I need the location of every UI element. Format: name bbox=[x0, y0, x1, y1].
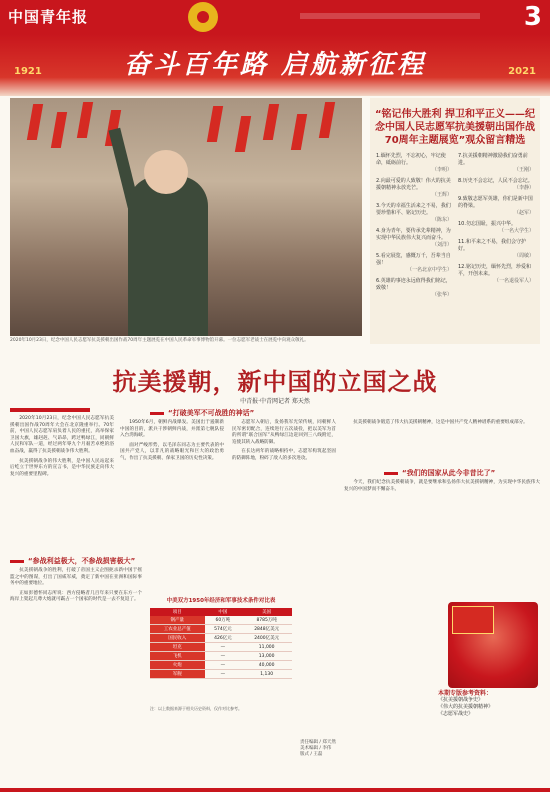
list-item: 《抗美援朝战争史》 bbox=[438, 697, 484, 703]
list-item: 4.身为青年，要传承先辈精神，为实现中华民族伟大复兴而奋斗。 （刘洋） bbox=[376, 228, 452, 248]
table-header: 美国 bbox=[241, 608, 292, 616]
comments-list bbox=[376, 153, 534, 299]
veteran-figure bbox=[128, 176, 208, 336]
article-column-2: 1950年6月，朝鲜内战爆发。美国出于遏制新中国的目的，派兵干涉朝鲜内战，并派第七舰队侵入台湾海峡。 面对严峻形势，以毛泽东同志为主要代表的中国共产党人，以非凡的战略眼光和巨大的政治勇气，作出了抗美援朝、保家卫国的历史性决策。 bbox=[120, 420, 224, 461]
footer-rule bbox=[0, 788, 550, 792]
table-row: 工农业总产值 574亿元 2848亿美元 bbox=[150, 625, 292, 634]
references-box bbox=[438, 690, 540, 718]
year-right: 2021 bbox=[508, 66, 536, 77]
references-heading: 本期专版参考资料： bbox=[438, 690, 493, 697]
table-row: 军舰 — 1,130 bbox=[150, 670, 292, 679]
year-left: 1921 bbox=[14, 66, 42, 77]
list-item: 10.勿忘国耻，振兴中华。 （一名大学生） bbox=[458, 221, 534, 234]
list-item: 6.英雄的事迹永远值得我们铭记，致敬！ （张华） bbox=[376, 278, 452, 298]
table-row: 钢产量 60万吨 8785万吨 bbox=[150, 616, 292, 625]
list-item: 《志愿军战史》 bbox=[438, 711, 474, 717]
table-header: 项目 bbox=[150, 608, 205, 616]
credit-line: 责任编辑 / 郑天然 bbox=[300, 740, 336, 745]
paper-name: 中国青年报 bbox=[8, 8, 89, 26]
list-item: 12.铭记历史，缅怀先烈，珍爱和平，开创未来。 （一名退役军人） bbox=[458, 264, 534, 284]
masthead bbox=[0, 0, 550, 34]
table-title: 中美双方1950年经济和军事技术条件对比表 bbox=[166, 598, 276, 604]
list-item: 7.抗美援朝精神激励我们奋勇前进。 （王刚） bbox=[458, 153, 534, 173]
article-column-1: 2020年10月23日，纪念中国人民志愿军抗美援朝出国作战70周年大会在北京隆重举行。70年前，中国人民志愿军肩负着人民的重托，高举保家卫国大旗，雄赳赳、气昂昂，跨过鸭绿江，同朝鲜人民和军队一道，经过两年零九个月艰苦卓绝的浴血奋战，赢得了抗美援朝战争伟大胜利。 抗美援朝战争的伟大胜利，是中国人民站起来后屹立于世界东方的宣言书，是中华民族走向伟大复兴的重要里程碑。 bbox=[10, 416, 114, 477]
article-byline: 中青报·中青网记者 郑天然 bbox=[240, 398, 310, 405]
banner bbox=[0, 34, 550, 96]
opening-rule bbox=[10, 408, 90, 412]
list-item: 5.看完展览，感慨万千，吾辈当自强！ （一名北京中学生） bbox=[376, 253, 452, 273]
table-row: 坦克 — 11,000 bbox=[150, 643, 292, 652]
credit-line: 版式 / 王磊 bbox=[300, 752, 323, 757]
page-credits bbox=[300, 740, 430, 758]
article-column-4: 抗美援朝战争的胜利，打破了帝国主义企图扼杀新中国于摇篮之中的图谋，打出了国威军威，奠定了新中国在亚洲和国际事务中的重要地位。 正如彭德怀同志所说：西方侵略者几百年来只要在东方一个海岸上架起几尊大炮就可霸占一个国家的时代是一去不复返了。 bbox=[10, 568, 142, 603]
article-headline: 抗美援朝，新中国的立国之战 bbox=[112, 367, 438, 396]
list-item: 9.致敬志愿军英雄，你们是新中国的脊梁。 （赵军） bbox=[458, 196, 534, 216]
list-item: 11.和平来之不易，我们会守护好。 （周敏） bbox=[458, 239, 534, 259]
soldier-illustration bbox=[448, 602, 538, 688]
article-column-6: 今天，我们纪念抗美援朝战争，就是要继承和弘扬伟大抗美援朝精神，为实现中华民族伟大复兴的中国梦而不懈奋斗。 bbox=[344, 480, 540, 492]
main-photo bbox=[10, 98, 362, 336]
comments-sidebox bbox=[370, 98, 540, 344]
table-row: 火炮 — 40,000 bbox=[150, 661, 292, 670]
credit-line: 美术编辑 / 李伟 bbox=[300, 746, 332, 751]
party-emblem-icon bbox=[188, 2, 218, 32]
table-row: 飞机 — 13,000 bbox=[150, 652, 292, 661]
veteran-head bbox=[144, 150, 188, 194]
table-header: 中国 bbox=[205, 608, 242, 616]
sidebox-title: “铭记伟大胜利 捍卫和平正义——纪念中国人民志愿军抗美援朝出国作战70周年主题展览”观众留言精选 bbox=[374, 109, 536, 146]
list-item: 《伟大的抗美援朝精神》 bbox=[438, 704, 494, 710]
table-note: 注：以上数据来源于相关历史资料，仅作对比参考。 bbox=[150, 706, 242, 711]
section-heading-3: “我们的国家从此今非昔比了” bbox=[384, 468, 495, 478]
article-column-5: 抗美援朝战争锻造了伟大抗美援朝精神，这是中国共产党人精神谱系的重要组成部分。 bbox=[353, 420, 528, 425]
list-item: 2.向最可爱的人致敬！伟大的抗美援朝精神永放光芒。 （王辉） bbox=[376, 178, 452, 198]
list-item: 1.缅怀先烈，不忘初心，牢记使命，砥砺前行。 （李明） bbox=[376, 153, 452, 173]
section-heading-2: “参战利益极大，不参战损害极大” bbox=[10, 556, 135, 566]
banner-slogan: 奋斗百年路 启航新征程 bbox=[123, 50, 427, 80]
masthead-rule bbox=[300, 13, 480, 19]
article-column-3: 志愿军入朝后，发扬我军光荣传统，同朝鲜人民军密切配合，连续进行五次战役，把以美军为首的所谓“联合国军”从鸭绿江边赶回到三八线附近，迫使其转入战略防御。 在长达两年的战略相持中，志愿军构筑起坚固的防御阵地，粉碎了敌人的多次进攻。 bbox=[232, 420, 336, 461]
section-heading-1: “打破美军不可战胜的神话” bbox=[150, 408, 254, 418]
photo-caption: 2020年10月23日，纪念中国人民志愿军抗美援朝出国作战70周年主题展览在中国人民革命军事博物馆开幕。一位志愿军老战士在展览中向观众敬礼。 bbox=[10, 338, 309, 343]
comparison-table bbox=[150, 608, 292, 679]
flag-icon bbox=[452, 606, 494, 634]
list-item: 3.今天的幸福生活来之不易，我们要珍惜和平、铭记历史。 （陈东） bbox=[376, 203, 452, 223]
list-item: 8.历史不会忘记，人民不会忘记。 （李静） bbox=[458, 178, 534, 191]
table-row: 国民收入 426亿元 2400亿美元 bbox=[150, 634, 292, 643]
page-number: 3 bbox=[523, 2, 542, 32]
